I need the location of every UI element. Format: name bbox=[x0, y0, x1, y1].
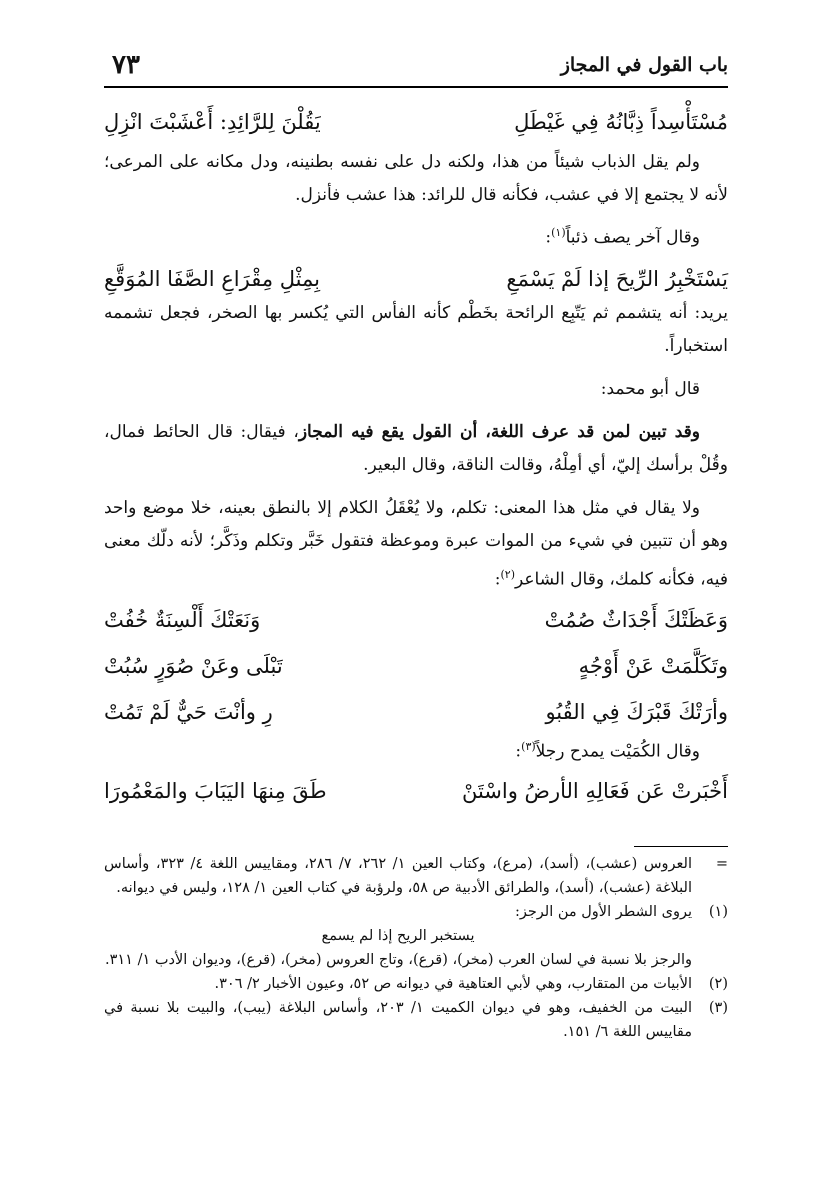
paragraph bbox=[104, 492, 728, 597]
footnote-mark: (٢) bbox=[708, 976, 728, 992]
paragraph-end: : bbox=[545, 227, 552, 248]
verse-line bbox=[104, 608, 728, 632]
verse-hemistich-left: رِ وأنْتَ حَيٌّ لَمْ تَمُتْ bbox=[104, 700, 273, 725]
footnote bbox=[104, 972, 728, 996]
verse-line bbox=[104, 779, 728, 803]
verse-line bbox=[104, 700, 728, 724]
verse-hemistich-right: أَخْبَرتْ عَن فَعَالِهِ الأرضُ واسْتَنْ bbox=[461, 778, 728, 803]
footnote-mark: (٣) bbox=[708, 1000, 728, 1016]
verse-line bbox=[104, 110, 728, 134]
paragraph-text: ولا يقال في مثل هذا المعنى: تكلم، ولا يُعْقَلُ الكلام إلا بالنطق بعينه، خلا موضع واحد وهو أن تتبين في شيء من الموات عبرة وموعظة فتقول خَبَّر وتكلم وذَكَّر؛ لأنه دلّك معنى فيه، فكأنه كلمك، وقال الشاعر bbox=[104, 497, 728, 590]
verse-hemistich-right: مُسْتَأْسِداً ذِبَّانُهُ فِي غَيْطَلِ bbox=[514, 110, 728, 134]
paragraph bbox=[104, 416, 728, 482]
verse-hemistich-left: بِمِثْلِ مِقْرَاعِ الصَّفَا المُوَقَّعِ bbox=[104, 266, 320, 291]
paragraph-end: : bbox=[494, 569, 501, 590]
verse-hemistich-left: طَقَ مِنهَا اليَبَابَ والمَعْمُورَا bbox=[104, 778, 327, 803]
footnote bbox=[104, 996, 728, 1044]
paragraph bbox=[104, 730, 728, 769]
footnote-text: والرجز بلا نسبة في لسان العرب (مخر)، (قرع)، وتاج العروس (مخر)، (قرع)، وديوان الأدب ١/ ٣١١. bbox=[105, 952, 692, 968]
footnote-text: الأبيات من المتقارب، وهي لأبي العتاهية في ديوانه ص ٥٢، وعيون الأخبار ٢/ ٣٠٦. bbox=[214, 976, 692, 992]
footnotes bbox=[104, 852, 728, 1044]
footnote-separator bbox=[634, 846, 728, 847]
verse-line bbox=[104, 654, 728, 678]
verse-hemistich-right: وَعَظَتْكَ أَجْدَاثٌ صُمُتْ bbox=[544, 608, 728, 633]
footnote-verse: يستخبر الريح إذا لم يسمع bbox=[321, 928, 475, 944]
page-number: ٧٣ bbox=[112, 50, 140, 80]
paragraph: يريد: أنه يتشمم ثم يَتّبِع الرائحة بخَطْم كأنه الفأس التي يُكسر بها الصخر، فجعل تشممه استخباراً. bbox=[104, 302, 728, 356]
footnote-ref: (٢) bbox=[500, 567, 515, 581]
chapter-title: باب القول في المجاز bbox=[560, 54, 728, 76]
footnote-mark: = bbox=[715, 856, 728, 872]
paragraph-text: وقال آخر يصف ذئباً bbox=[565, 227, 700, 248]
footnote-text: يروى الشطر الأول من الرجز: bbox=[514, 904, 692, 920]
verse-hemistich-right: وأرَتْكَ قَبْرَكَ فِي القُبُو bbox=[545, 700, 728, 725]
paragraph: ولم يقل الذباب شيئاً من هذا، ولكنه دل على نفسه بطنينه، ودل مكانه على المرعى؛ لأنه لا يجتمع إلا في عشب، فكأنه قال للرائد: هذا عشب فأنزل. bbox=[104, 152, 728, 205]
running-header bbox=[104, 44, 728, 84]
footnote-mark: (١) bbox=[708, 904, 728, 920]
footnote bbox=[104, 900, 728, 972]
footnote-ref: (٣) bbox=[521, 740, 536, 754]
paragraph bbox=[104, 216, 728, 255]
verse-line bbox=[104, 267, 728, 291]
verse-hemistich-left: وَنَعَتْكَ أَلْسِنَةٌ خُفُتْ bbox=[104, 608, 261, 633]
verse-hemistich-left: تَبْلَى وعَنْ صُوَرٍ سُبُتْ bbox=[104, 654, 283, 679]
footnote-text: العروس (عشب)، (أسد)، (مرع)، وكتاب العين ١/ ٢٦٢، ٧/ ٢٨٦، ومقاييس اللغة ٤/ ٣٢٣، وأساس البلاغة (عشب)، (أسد)، والطرائق الأدبية ص ٥٨، ولرؤبة في كتاب العين ١/ ١٢٨، وليس في ديوانه. bbox=[104, 856, 692, 896]
footnote-ref: (١) bbox=[551, 226, 566, 239]
paragraph: قال أبو محمد: bbox=[600, 378, 700, 399]
paragraph-text: ، فيقال: قال الحائط فمال، وقُلْ برأسك إليّ، أي أمِلْهُ، وقالت الناقة، وقال البعير. bbox=[104, 421, 728, 475]
footnote-text: البيت من الخفيف، وهو في ديوان الكميت ١/ ٢٠٣، وأساس البلاغة (يبب)، والبيت بلا نسبة في مقاييس اللغة ٦/ ١٥١. bbox=[104, 1000, 692, 1040]
verse-hemistich-right: وتَكَلَّمَتْ عَنْ أَوْجُهٍ bbox=[578, 654, 728, 679]
header-rule bbox=[104, 86, 728, 88]
verse-hemistich-left: يَقُلْنَ لِلرَّائِدِ: أَعْشَبْتَ انْزِلِ bbox=[104, 110, 321, 134]
bold-phrase: وقد تبين لمن قد عرف اللغة، أن القول يقع فيه المجاز bbox=[298, 421, 700, 442]
paragraph-end: : bbox=[515, 741, 522, 762]
footnote bbox=[104, 852, 728, 900]
verse-hemistich-right: يَسْتَخْبِرُ الرِّيحَ إذا لَمْ يَسْمَعِ bbox=[506, 266, 728, 291]
paragraph-text: وقال الكُمَيْت يمدح رجلاً bbox=[535, 741, 700, 762]
